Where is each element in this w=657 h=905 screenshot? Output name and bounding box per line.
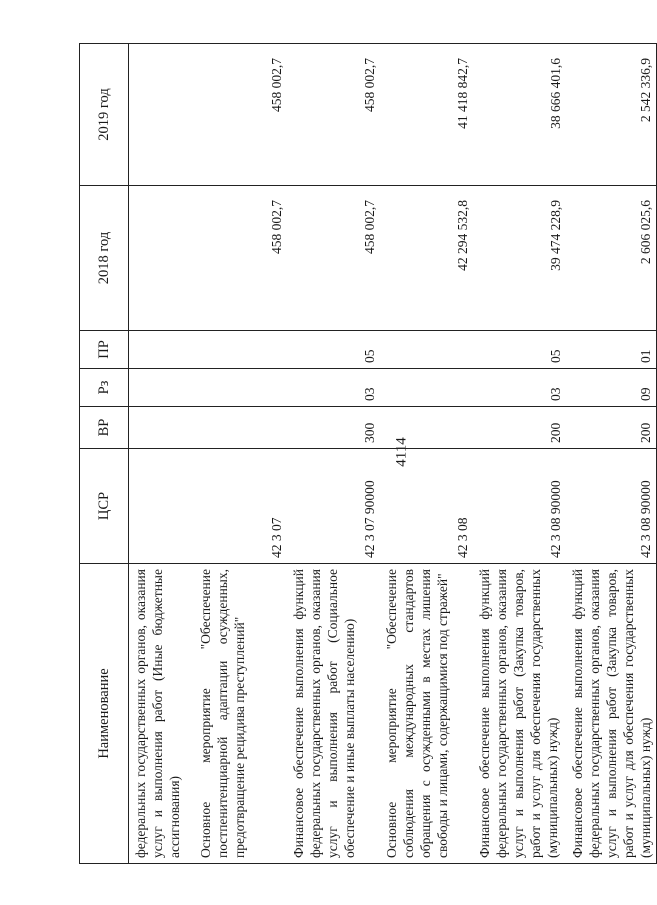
- table-row: [566, 44, 657, 864]
- row-name: Финансовое обеспечение выполнения функций федеральных государственных органов, оказания услуг и выполнения работ (Закупка товаров, работ и услуг для обеспечения государственных (муниципальных) нужд): [473, 564, 566, 864]
- row-2019: 458 002,7: [269, 58, 284, 112]
- row-name: Финансовое обеспечение выполнения функций федеральных государственных органов, оказания услуг и выполнения работ (Закупка товаров, работ и услуг для обеспечения государственных (муниципальных) нужд): [566, 564, 657, 864]
- row-pr: [380, 331, 473, 369]
- header-csr: ЦСР: [80, 449, 129, 564]
- row-2019: 458 002,7: [362, 58, 377, 112]
- row-name: Финансовое обеспечение выполнения функций федеральных государственных органов, оказания услуг и выполнения работ (Социальное обеспечение и иные выплаты населению): [287, 564, 380, 864]
- header-pr: ПР: [80, 331, 129, 369]
- header-rz: Рз: [80, 369, 129, 407]
- row-csr: 42 3 07 90000: [287, 449, 380, 564]
- budget-table-rotated: [79, 44, 653, 864]
- header-2018: 2018 год: [80, 186, 129, 331]
- budget-table: [79, 43, 657, 864]
- header-vr: ВР: [80, 407, 129, 449]
- row-vr: [194, 407, 287, 449]
- table-header-row: [80, 44, 129, 864]
- row-name: Основное мероприятие "Обеспечение постпенитенциарной адаптации осужденных, предотвращение рецидива преступлений": [194, 564, 287, 864]
- row-rz: 09: [566, 369, 657, 407]
- header-2019: 2019 год: [80, 44, 129, 186]
- table-row: [473, 44, 566, 864]
- row-2019: 2 542 336,9: [638, 58, 653, 123]
- table-row: [194, 44, 287, 864]
- row-2019: 41 418 842,7: [455, 58, 470, 129]
- row-name: федеральных государственных органов, оказания услуг и выполнения работ (Иные бюджетные ассигнования): [129, 564, 195, 864]
- row-pr: [129, 331, 195, 369]
- row-vr: 300: [287, 407, 380, 449]
- table-row: [287, 44, 380, 864]
- row-csr: 42 3 08 90000: [473, 449, 566, 564]
- row-pr: 05: [473, 331, 566, 369]
- row-2018: 42 294 532,8: [380, 186, 473, 331]
- row-pr: [194, 331, 287, 369]
- row-2019: [129, 44, 195, 186]
- row-2018: 39 474 228,9: [473, 186, 566, 331]
- row-pr: 05: [287, 331, 380, 369]
- table-row: [129, 44, 195, 864]
- row-2018: 458 002,7: [287, 186, 380, 331]
- row-csr: 42 3 08 90000: [566, 449, 657, 564]
- row-2018: [129, 186, 195, 331]
- row-pr: 01: [566, 331, 657, 369]
- table-row: [380, 44, 473, 864]
- row-vr: [380, 407, 473, 449]
- row-vr: 200: [566, 407, 657, 449]
- page-number: 4114: [393, 437, 410, 467]
- row-csr: [129, 449, 195, 564]
- row-csr: 42 3 07: [194, 449, 287, 564]
- row-2019: 38 666 401,6: [548, 58, 563, 129]
- row-rz: [194, 369, 287, 407]
- row-vr: [129, 407, 195, 449]
- row-rz: 03: [287, 369, 380, 407]
- row-rz: 03: [473, 369, 566, 407]
- row-vr: 200: [473, 407, 566, 449]
- row-name: Основное мероприятие "Обеспечение соблюдения международных стандартов обращения с осужденными в местах лишения свободы и лицами, содержащимися под стражей": [380, 564, 473, 864]
- row-2018: 2 606 025,6: [566, 186, 657, 331]
- row-rz: [380, 369, 473, 407]
- row-rz: [129, 369, 195, 407]
- row-2018: 458 002,7: [194, 186, 287, 331]
- row-csr: 42 3 08: [380, 449, 473, 564]
- header-name: Наименование: [80, 564, 129, 864]
